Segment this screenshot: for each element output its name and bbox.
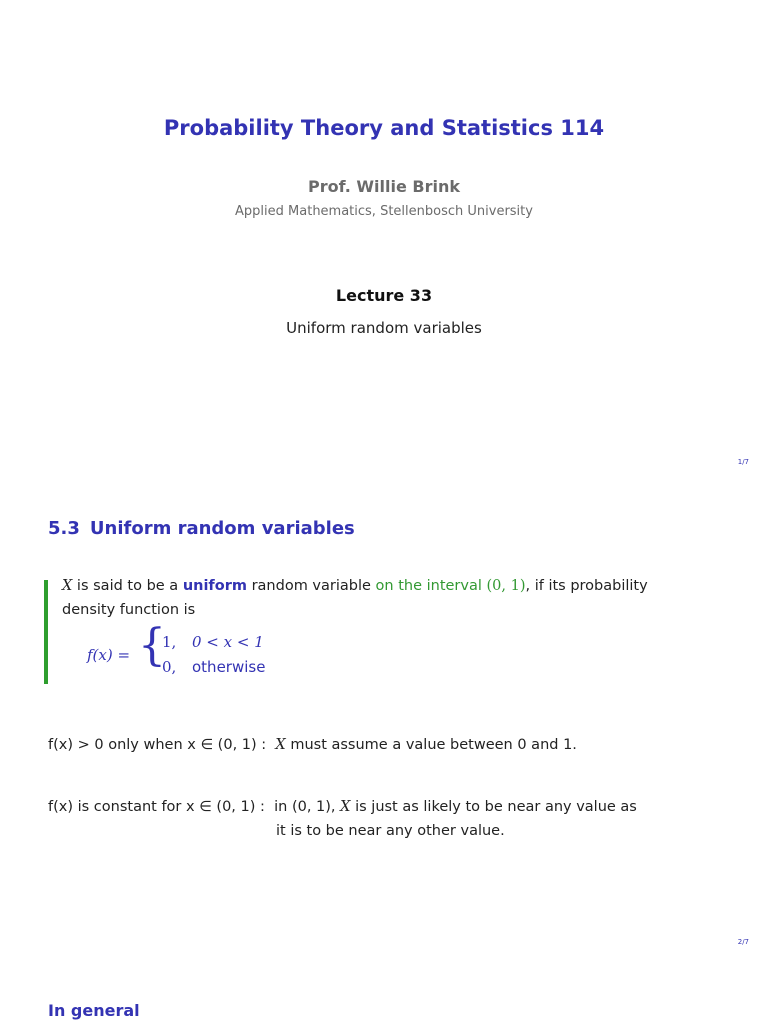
definition-line-1 <box>62 578 648 594</box>
definition-line-2: density function is <box>62 602 196 618</box>
property-constant-line-2: it is to be near any other value. <box>276 823 505 839</box>
property-positive-text: must assume a value between 0 and 1. <box>285 737 577 753</box>
pdf-case-2 <box>162 658 265 676</box>
interval-value: (0, 1) <box>486 578 526 594</box>
definition-block-bar <box>44 580 48 684</box>
lecture-number: Lecture 33 <box>335 286 433 305</box>
lecture-subtitle: Uniform random variables <box>286 319 482 337</box>
in-general-heading: In general <box>48 1001 140 1020</box>
case-2-condition: otherwise <box>192 658 266 676</box>
definition-text-a: is said to be a <box>72 578 183 594</box>
case-1-value: 1, <box>162 633 177 651</box>
property-constant-condition: f(x) is constant for x ∈ (0, 1) : <box>48 799 265 815</box>
property-positive-var: X <box>275 737 286 753</box>
definition-var: X <box>62 578 73 594</box>
pdf-case-1 <box>162 633 264 651</box>
interval-phrase <box>376 578 526 594</box>
definition-text-c: , if its probability <box>525 578 648 594</box>
author-name: Prof. Willie Brink <box>308 177 460 196</box>
page-number-1: 1/7 <box>737 458 749 466</box>
section-number: 5.3 <box>48 518 80 539</box>
property-constant-text-b: is just as likely to be near any value as <box>350 799 637 815</box>
uniform-keyword: uniform <box>182 578 247 594</box>
definition-text-b: random variable <box>246 578 376 594</box>
property-positive-condition: f(x) > 0 only when x ∈ (0, 1) : <box>48 737 267 753</box>
case-2-value: 0, <box>162 658 177 676</box>
section-heading <box>48 518 355 539</box>
cases-brace: { <box>138 620 166 671</box>
slide-title: Probability Theory and Statistics 114 <box>163 116 605 140</box>
affiliation: Applied Mathematics, Stellenbosch University <box>235 204 533 219</box>
case-1-condition: 0 < x < 1 <box>192 633 264 651</box>
pdf-lhs: f(x) = <box>87 646 131 664</box>
property-constant <box>48 799 637 815</box>
property-constant-var: X <box>340 799 351 815</box>
property-constant-text-a: in (0, 1), <box>274 799 341 815</box>
page-number-2: 2/7 <box>737 938 749 946</box>
property-positive <box>48 737 577 753</box>
section-title: Uniform random variables <box>89 518 355 539</box>
interval-text: on the interval <box>375 578 487 594</box>
